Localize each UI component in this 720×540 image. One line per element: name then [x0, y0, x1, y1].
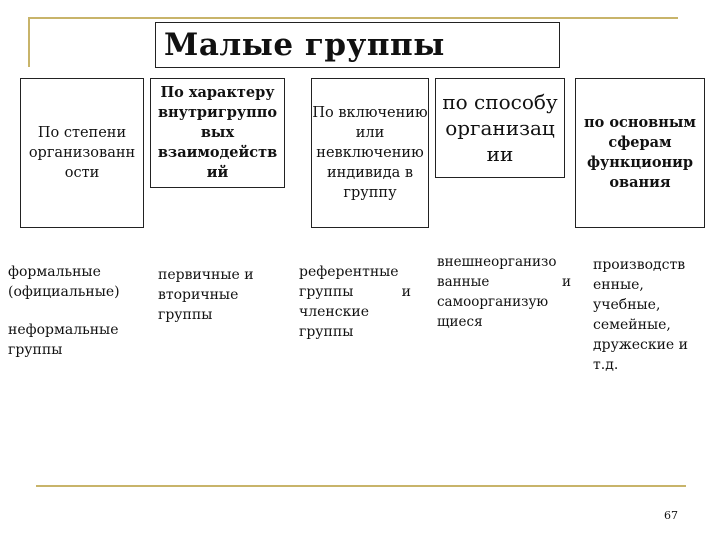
col3-reference-member: референтные группы и членские группы: [299, 264, 411, 340]
header-interaction-character-text: По характеру внутригруппо вых взаимодейств ий: [157, 84, 278, 181]
col4-organization: внешнеорганизо ванные и самоорганизую щиеся: [437, 254, 571, 330]
col1-item-formal: формальные (официальные): [8, 264, 120, 300]
page-number: 67: [664, 509, 678, 522]
header-interaction-character: [150, 78, 285, 188]
header-functioning-spheres-text: по основным сферам функционир ования: [584, 114, 696, 191]
title-box: [155, 22, 560, 68]
header-inclusion: [311, 78, 429, 228]
header-organization-degree: [20, 78, 144, 228]
page-title: Малые группы: [164, 27, 445, 63]
header-functioning-spheres: [575, 78, 705, 228]
top-decor-line: [28, 17, 678, 19]
header-inclusion-text: По включению или невключению индивида в группу: [312, 105, 428, 201]
col2-primary-secondary: первичные и вторичные группы: [158, 267, 254, 323]
left-decor-line: [28, 17, 30, 67]
bottom-decor-line: [36, 485, 686, 487]
header-organization-degree-text: По степени организованн ости: [28, 125, 136, 181]
header-organization-method: [435, 78, 565, 178]
header-organization-method-text: по способу организац ии: [442, 90, 558, 166]
col1-item-informal: неформальные группы: [8, 322, 119, 358]
col5-spheres: производств енные, учебные, семейные, дружеские и т.д.: [593, 257, 688, 373]
